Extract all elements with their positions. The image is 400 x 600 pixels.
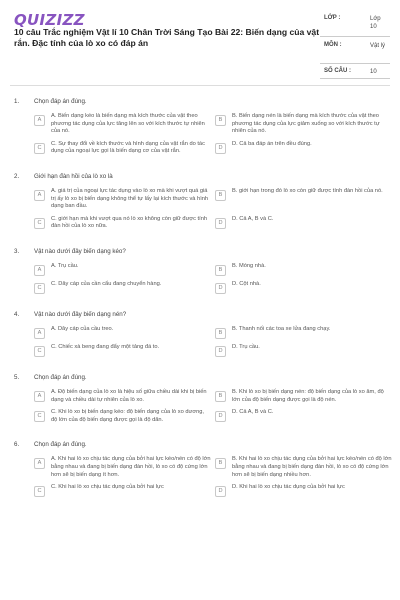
- question-block: [0, 93, 400, 168]
- option-text: B. Thanh nối các toa xe lửa đang chạy.: [232, 325, 331, 332]
- option-text: D. Cả A, B và C.: [232, 215, 274, 222]
- question-list: [0, 93, 400, 509]
- question-block: [0, 306, 400, 369]
- meta-key: SỐ CÂU :: [324, 68, 351, 74]
- option-text: B. giới hạn trong đó lò xo còn giữ được tính đàn hồi của nó.: [232, 187, 383, 194]
- answer-option[interactable]: [34, 456, 211, 479]
- option-letter-box: B: [215, 190, 226, 201]
- question-number: 6.: [14, 441, 20, 449]
- question-text: Giới hạn đàn hồi của lò xo là: [34, 172, 113, 180]
- answer-option[interactable]: [34, 326, 211, 339]
- meta-row-class: [320, 10, 390, 37]
- answer-options: [34, 263, 389, 294]
- option-letter-box: A: [34, 265, 45, 276]
- answer-option[interactable]: [34, 141, 211, 156]
- question-spacer: [0, 294, 400, 306]
- option-letter-box: A: [34, 458, 45, 469]
- option-text: D. Cả A, B và C.: [232, 409, 274, 416]
- option-text: B. Khi hai lò xo chịu tác dụng của bởi hai lực kéo/nén có độ lớn bằng nhau và đang bị biến dạng đàn hồi, lò xo có độ cứng lớn hơn sẽ bị biến dạng nhiều hơn.: [232, 456, 392, 478]
- option-letter-box: C: [34, 218, 45, 229]
- answer-option[interactable]: [34, 389, 211, 404]
- option-letter-box: C: [34, 283, 45, 294]
- question-text: Vật nào dưới đây biến dạng kéo?: [34, 247, 126, 255]
- question-block: [0, 369, 400, 436]
- answer-option[interactable]: [34, 484, 211, 497]
- quiz-meta-table: [320, 10, 390, 79]
- option-letter-box: B: [215, 458, 226, 469]
- answer-option[interactable]: [34, 409, 211, 424]
- question-header: [0, 243, 400, 263]
- option-letter-box: D: [215, 143, 226, 154]
- option-text: C. giới hạn mà khi vượt qua nó lò xo không còn giữ được tính đàn hồi của lò xo nữa.: [51, 215, 208, 230]
- meta-value: Vật lý: [370, 43, 386, 49]
- option-text: D. Trụ cầu.: [232, 343, 260, 350]
- answer-option[interactable]: [34, 188, 211, 211]
- option-letter-box: A: [34, 115, 45, 126]
- answer-options: [34, 113, 389, 156]
- option-text: A. Độ biến dạng của lò xo là hiệu số giữa chiều dài khi bị biến dạng và chiều dài tự nhiên của lò xo.: [51, 388, 207, 403]
- option-letter-box: B: [215, 328, 226, 339]
- option-letter-box: C: [34, 411, 45, 422]
- question-spacer: [0, 231, 400, 243]
- option-letter-box: C: [34, 143, 45, 154]
- option-text: C. Khi lò xo bị biến dạng kéo: độ biến dạng của lò xo dương, độ lớn của độ biến dạng được gọi là độ dãn.: [51, 409, 204, 423]
- answer-option[interactable]: [215, 484, 392, 497]
- option-letter-box: A: [34, 190, 45, 201]
- meta-value: 10: [370, 69, 377, 75]
- question-spacer: [0, 357, 400, 369]
- question-block: [0, 168, 400, 243]
- option-letter-box: D: [215, 411, 226, 422]
- quiz-header: [0, 0, 400, 78]
- meta-row-subject: [320, 37, 390, 64]
- question-spacer: [0, 424, 400, 436]
- question-number: 5.: [14, 373, 20, 381]
- question-text: Chọn đáp án đúng.: [34, 373, 87, 381]
- question-text: Vật nào dưới đây biến dạng nén?: [34, 310, 127, 318]
- answer-option[interactable]: [215, 141, 392, 156]
- option-text: A. Biến dạng kéo là biến dạng mà kích thước của vật theo phương tác dụng của lực tăng lên so với kích thước tự nhiên của nó.: [51, 113, 205, 135]
- answer-options: [34, 456, 392, 497]
- answer-options: [34, 326, 389, 357]
- option-letter-box: C: [34, 486, 45, 497]
- option-text: B. Biến dạng nén là biến dạng mà kích thước của vật theo phương tác dụng của lực giảm xuống so với kích thước tự nhiên của nó.: [232, 113, 380, 135]
- option-text: B. Móng nhà.: [232, 262, 266, 269]
- question-header: [0, 306, 400, 326]
- answer-option[interactable]: [215, 216, 392, 231]
- option-text: D. Cột nhà.: [232, 280, 261, 287]
- answer-option[interactable]: [34, 344, 211, 357]
- question-spacer: [0, 497, 400, 509]
- question-header: [0, 436, 400, 456]
- option-text: B. Khi lò xo bị biến dạng nén: độ biến dạng của lò xo âm, độ lớn của độ biến dạng được gọi là độ nén.: [232, 388, 384, 403]
- answer-options: [34, 188, 389, 231]
- answer-option[interactable]: [34, 216, 211, 231]
- option-letter-box: A: [34, 328, 45, 339]
- question-number: 3.: [14, 247, 20, 255]
- header-divider: [10, 85, 390, 86]
- option-letter-box: D: [215, 218, 226, 229]
- answer-option[interactable]: [215, 344, 392, 357]
- answer-option[interactable]: [34, 263, 211, 276]
- option-letter-box: A: [34, 391, 45, 402]
- meta-value: Lớp 10: [370, 16, 381, 30]
- option-text: D. Khi hai lò xo chịu tác dụng của bởi hai lực: [232, 484, 345, 491]
- answer-option[interactable]: [215, 326, 392, 339]
- question-number: 4.: [14, 310, 20, 318]
- question-header: [0, 93, 400, 113]
- option-text: C. Khi hai lò xo chịu tác dụng của bởi hai lực: [51, 484, 164, 491]
- meta-key: LỚP :: [324, 15, 341, 21]
- option-letter-box: B: [215, 265, 226, 276]
- option-letter-box: B: [215, 391, 226, 402]
- answer-option[interactable]: [34, 113, 211, 136]
- question-number: 1.: [14, 98, 20, 105]
- meta-key: MÔN :: [324, 42, 342, 48]
- option-letter-box: D: [215, 283, 226, 294]
- option-text: A. giá trị của ngoại lực tác dụng vào lò xo mà khi vượt quá giá trị ấy lò xo bị biến dạng không thể tự lấy lại kích thước và hình dạng ban đầu.: [51, 187, 209, 210]
- question-number: 2.: [14, 172, 20, 180]
- answer-option[interactable]: [215, 409, 392, 424]
- option-text: A. Trụ cầu.: [51, 262, 79, 269]
- quiz-title: 10 câu Trắc nghiệm Vật lí 10 Chân Trời Sáng Tạo Bài 22: Biến dạng của vật rắn. Đặc tính của lò xo có đáp án: [14, 27, 320, 48]
- option-text: C. Dây cáp của cần cẩu đang chuyển hàng.: [51, 280, 162, 287]
- question-header: [0, 369, 400, 389]
- question-block: [0, 436, 400, 509]
- option-letter-box: D: [215, 346, 226, 357]
- option-text: A. Khi hai lò xo chịu tác dụng của bởi hai lực kéo/nén có độ lớn bằng nhau và đang bị biến dạng đàn hồi, lò xo có độ cứng lớn hơn sẽ bị biến dạng ít hơn.: [51, 456, 211, 478]
- question-header: [0, 168, 400, 188]
- meta-row-count: [320, 64, 390, 79]
- option-text: C. Chiếc xà beng đang đẩy một tảng đá to.: [51, 343, 160, 350]
- answer-option[interactable]: [215, 456, 392, 479]
- answer-options: [34, 389, 389, 424]
- option-letter-box: D: [215, 486, 226, 497]
- answer-option[interactable]: [215, 389, 392, 404]
- answer-option[interactable]: [215, 281, 392, 294]
- question-spacer: [0, 156, 400, 168]
- option-text: A. Dây cáp của cầu treo.: [51, 325, 114, 332]
- option-text: C. Sự thay đổi về kích thước và hình dạng của vật rắn do tác dụng của ngoại lực gọi là biến dạng cơ của vật rắn.: [51, 140, 205, 155]
- question-block: [0, 243, 400, 306]
- answer-option[interactable]: [215, 188, 392, 211]
- question-text: Chọn đáp án đúng.: [34, 98, 87, 105]
- quizizz-logo: QUIZIZZ: [14, 11, 85, 29]
- answer-option[interactable]: [215, 263, 392, 276]
- option-letter-box: B: [215, 115, 226, 126]
- option-text: D. Cả ba đáp án trên đều đúng.: [232, 140, 312, 147]
- option-letter-box: C: [34, 346, 45, 357]
- question-text: Chọn đáp án đúng.: [34, 441, 87, 449]
- answer-option[interactable]: [34, 281, 211, 294]
- answer-option[interactable]: [215, 113, 392, 136]
